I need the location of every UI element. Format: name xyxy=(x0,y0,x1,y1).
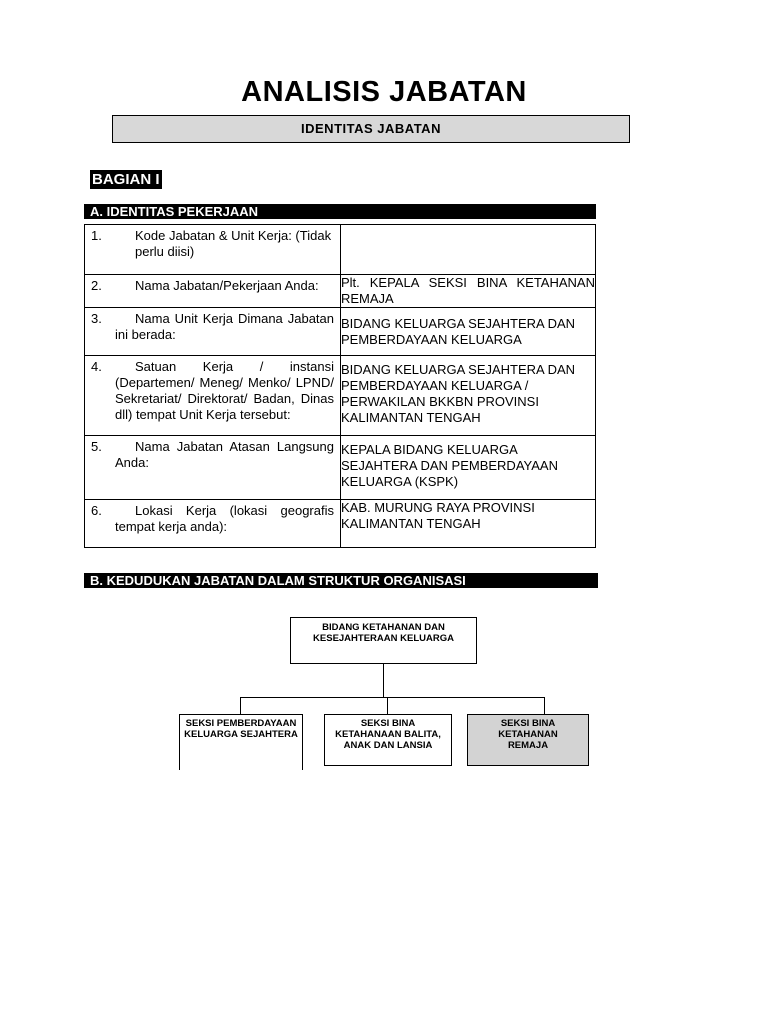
connector-horizontal xyxy=(240,697,545,698)
identitas-pekerjaan-table xyxy=(84,224,596,548)
connector-child-3 xyxy=(544,697,545,714)
document-title: ANALISIS JABATAN xyxy=(241,76,527,108)
row-value: Plt. KEPALA SEKSI BINA KETAHANAN REMAJA xyxy=(341,275,595,306)
section-b-heading: B. KEDUDUKAN JABATAN DALAM STRUKTUR ORGANISASI xyxy=(84,573,598,588)
row-label: Satuan Kerja / instansi (Departemen/ Meneg/ Menko/ LPND/ Sekretariat/ Direktorat/ Badan, Dinas dll) tempat Unit Kerja tersebut: xyxy=(115,359,334,422)
row-label: Nama Jabatan Atasan Langsung Anda: xyxy=(115,439,334,470)
row-label: Nama Unit Kerja Dimana Jabatan ini berada: xyxy=(115,311,334,342)
row-label: Kode Jabatan & Unit Kerja: (Tidak perlu diisi) xyxy=(135,228,332,259)
org-root-label: BIDANG KETAHANAN DAN KESEJAHTERAAN KELUARGA xyxy=(313,622,454,644)
identitas-jabatan-bar: IDENTITAS JABATAN xyxy=(112,115,630,143)
org-child-label: SEKSI PEMBERDAYAAN KELUARGA SEJAHTERA xyxy=(184,718,298,740)
row-number: 2. xyxy=(91,278,102,293)
row-number: 6. xyxy=(91,503,102,518)
org-child-box-3-highlighted xyxy=(467,714,589,766)
table-row xyxy=(85,500,596,548)
row-value: KEPALA BIDANG KELUARGA SEJAHTERA DAN PEMBERDAYAAN KELUARGA (KSPK) xyxy=(341,442,558,489)
row-number: 4. xyxy=(91,359,102,374)
org-child-box-1 xyxy=(179,714,303,770)
row-value: BIDANG KELUARGA SEJAHTERA DAN PEMBERDAYAAN KELUARGA / PERWAKILAN BKKBN PROVINSI KALIMANTAN TENGAH xyxy=(341,362,576,425)
row-label: Nama Jabatan/Pekerjaan Anda: xyxy=(135,278,319,293)
connector-child-1 xyxy=(240,697,241,714)
org-child-label: SEKSI BINA KETAHANAN REMAJA xyxy=(498,718,558,751)
row-label: Lokasi Kerja (lokasi geografis tempat kerja anda): xyxy=(115,503,334,534)
org-root-box xyxy=(290,617,477,664)
table-row xyxy=(85,225,596,275)
row-number: 1. xyxy=(91,228,102,243)
table-row xyxy=(85,275,596,308)
row-value: BIDANG KELUARGA SEJAHTERA DAN PEMBERDAYAAN KELUARGA xyxy=(341,315,576,347)
org-child-box-2 xyxy=(324,714,452,766)
row-number: 3. xyxy=(91,311,102,326)
row-number: 5. xyxy=(91,439,102,454)
table-row xyxy=(85,308,596,356)
table-row xyxy=(85,356,596,436)
connector-vertical-root xyxy=(383,664,384,698)
org-child-label: SEKSI BINA KETAHANAAN BALITA, ANAK DAN LANSIA xyxy=(335,718,441,751)
bagian-label: BAGIAN I xyxy=(92,171,160,188)
row-value xyxy=(341,225,596,275)
connector-child-2 xyxy=(387,697,388,714)
row-value: KAB. MURUNG RAYA PROVINSI KALIMANTAN TENGAH xyxy=(341,500,535,531)
section-a-heading: A. IDENTITAS PEKERJAAN xyxy=(84,204,596,219)
table-row xyxy=(85,436,596,500)
